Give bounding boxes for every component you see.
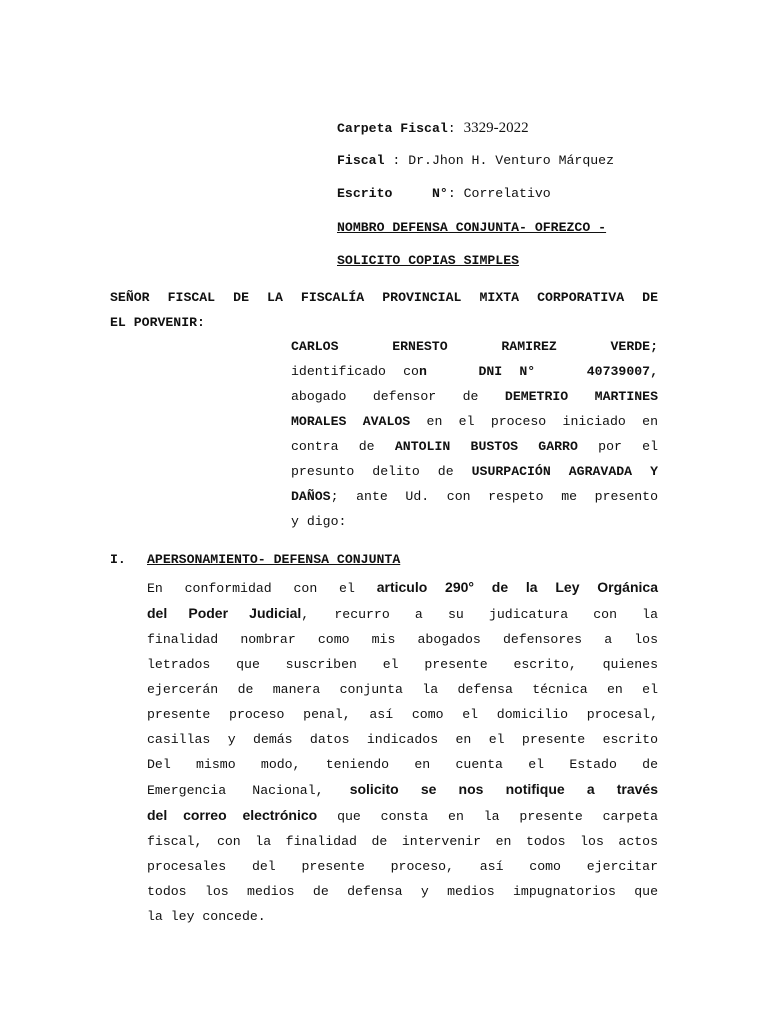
addressee-line-1: SEÑOR FISCAL DE LA FISCALÍA PROVINCIAL MIXTA CORPORATIVA DE [110,290,658,305]
intro-paragraph [291,334,658,534]
body-line-11: fiscal, con la finalidad de intervenir en todos los actos [147,834,658,849]
body-bold-9: solicito se nos notifique a través [349,781,658,797]
carpeta-label: Carpeta Fiscal [337,121,448,136]
escrito-line: Escrito N°: Correlativo [337,186,551,201]
dni-label: DNI N° [478,364,536,379]
intro-line-4 [291,409,658,434]
body-bold-2: del Poder Judicial [147,605,302,621]
escrito-number-label: N° [431,186,448,201]
respect-text: ; ante Ud. con respeto me presento [330,489,658,504]
carpeta-value: 3329-2022 [463,120,529,136]
dni-value: 40739007, [586,364,658,379]
crime-2: DAÑOS [291,489,331,504]
body-line-12: procesales del presente proceso, así como ejercitar [147,859,658,874]
body-text-1: En conformidad con el [147,581,355,596]
crime-1: USURPACIÓN AGRAVADA Y [471,464,658,479]
body-line-5: ejercerán de manera conjunta la defensa técnica en el [147,682,658,697]
body-line-10 [147,803,658,829]
body-line-1 [147,575,658,601]
carpeta-fiscal-line: Carpeta Fiscal: 3329-2022 [337,120,529,136]
body-bold-10: del correo electrónico [147,807,318,823]
body-line-7: casillas y demás datos indicados en el presente escrito [147,732,658,747]
section-title: APERSONAMIENTO- DEFENSA CONJUNTA [147,552,401,567]
by-the-text: por el [598,439,658,454]
body-line-14: la ley concede. [147,909,266,924]
identified-text: identificado co [291,364,419,379]
client-name-1: DEMETRIO MARTINES [504,389,658,404]
escrito-label: Escrito [337,186,393,201]
intro-line-8: y digo: [291,514,347,529]
addressee-line-2: EL PORVENIR: [110,315,205,330]
intro-line-5 [291,434,658,459]
body-line-2 [147,601,658,627]
body-line-4: letrados que suscriben el presente escrito, quienes [147,657,658,672]
alleged-text: presunto delito de [291,464,454,479]
body-line-13: todos los medios de defensa y medios impugnatorios que [147,884,658,899]
escrito-value: Correlativo [463,186,551,201]
intro-line-3 [291,384,658,409]
fiscal-label: Fiscal [337,153,385,168]
body-bold-1: articulo 290° de la Ley Orgánica [376,579,658,595]
body-line-8: Del mismo modo, teniendo en cuenta el Estado de [147,757,658,772]
body-text-9: Emergencia Nacional, [147,783,324,798]
identified-n: n [418,364,427,379]
section-body [147,575,658,929]
sumilla-line-1: NOMBRO DEFENSA CONJUNTA- OFREZCO - [337,220,607,235]
body-line-6: presente proceso penal, así como el domicilio procesal, [147,707,658,722]
addressee [110,285,658,335]
lawyer-text: abogado defensor de [291,389,479,404]
fiscal-line: Fiscal : Dr.Jhon H. Venturo Márquez [337,153,614,168]
section-number: I. [110,552,126,567]
defendant-name: ANTOLIN BUSTOS GARRO [394,439,578,454]
body-text-10: que consta en la presente carpeta [337,809,658,824]
body-line-3: finalidad nombrar como mis abogados defensores a los [147,632,658,647]
fiscal-value: Dr.Jhon H. Venturo Márquez [408,153,614,168]
body-text-2: , recurro a su judicatura con la [301,607,658,622]
process-text: en el proceso iniciado en [426,414,658,429]
client-name-2: MORALES AVALOS [291,414,411,429]
intro-line-7 [291,484,658,509]
body-line-9 [147,777,658,803]
petitioner-name: CARLOS ERNESTO RAMIREZ VERDE; [291,339,658,354]
intro-line-6 [291,459,658,484]
intro-line-2 [291,359,658,384]
against-text: contra de [291,439,375,454]
sumilla-line-2: SOLICITO COPIAS SIMPLES [337,253,520,268]
